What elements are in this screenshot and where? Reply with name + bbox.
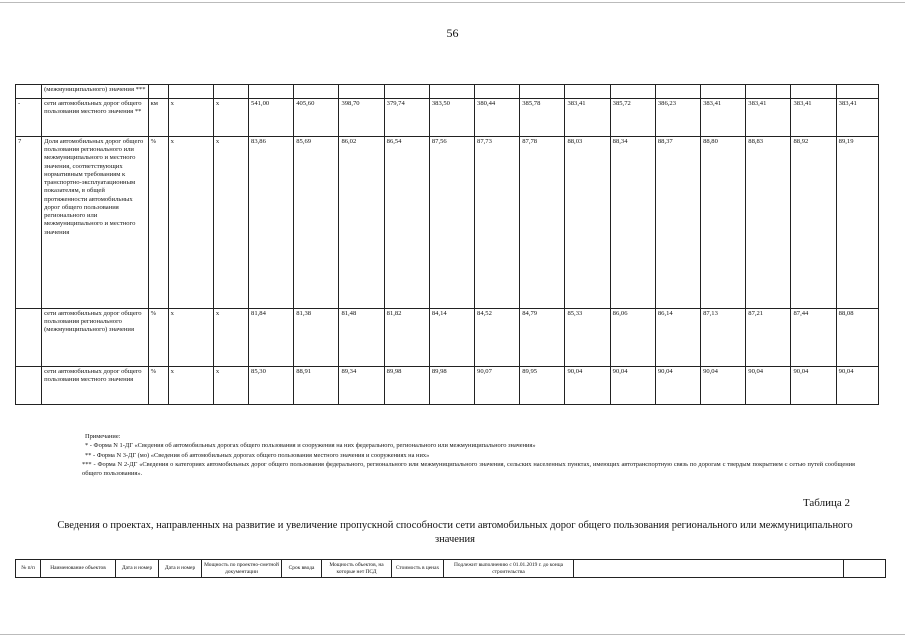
note-3: *** - Форма N 2-ДГ «Сведения о категориях автомобильных дорог общего пользования федерального, регионального или межмуниципального значения, сельских населенных пунктах, имеющих автотранспортную связь по дорогам с твердым покрытием с сетью путей сообщения общего пользования». <box>82 460 855 478</box>
value-cell <box>339 85 384 99</box>
value-cell: 90,04 <box>701 367 746 405</box>
indicators-table <box>15 84 879 405</box>
value-cell: х <box>168 367 213 405</box>
value-cell <box>520 85 565 99</box>
value-cell <box>475 85 520 99</box>
projects-table <box>15 559 886 578</box>
indicator-name-cell: Доля автомобильных дорог общего пользования регионального или межмуниципального и местного значения, соответствующих нормативным требованиям к транспортно-эксплуатационным показателям, в общей протяженности автомобильных дорог общего пользования регионального или межмуниципального и местного значения <box>42 137 148 309</box>
value-cell <box>384 85 429 99</box>
value-cell <box>249 85 294 99</box>
value-cell <box>701 85 746 99</box>
value-cell: 383,41 <box>746 99 791 137</box>
value-cell: 85,33 <box>565 309 610 367</box>
value-cell: 88,37 <box>655 137 700 309</box>
row-number-cell: - <box>16 99 42 137</box>
note-2: ** - Форма N 3-ДГ (мо) «Сведения об автомобильных дорогах общего пользования местного значения и сооружениях на них» <box>85 451 430 459</box>
notes-block <box>82 432 855 478</box>
table-row <box>16 85 879 99</box>
value-cell: 84,14 <box>429 309 474 367</box>
value-cell: 88,03 <box>565 137 610 309</box>
value-cell: 385,78 <box>520 99 565 137</box>
value-cell: 383,41 <box>836 99 878 137</box>
value-cell: 90,04 <box>791 367 836 405</box>
value-cell: 89,19 <box>836 137 878 309</box>
value-cell <box>836 85 878 99</box>
value-cell <box>213 85 248 99</box>
header-cell: № п/п <box>16 560 41 578</box>
value-cell: 85,30 <box>249 367 294 405</box>
header-cell: Дата и номер <box>159 560 202 578</box>
value-cell: 89,98 <box>429 367 474 405</box>
value-cell: 90,04 <box>610 367 655 405</box>
value-cell <box>294 85 339 99</box>
value-cell <box>429 85 474 99</box>
value-cell: 380,44 <box>475 99 520 137</box>
value-cell: х <box>213 309 248 367</box>
value-cell: 81,82 <box>384 309 429 367</box>
table-row <box>16 99 879 137</box>
value-cell: 379,74 <box>384 99 429 137</box>
value-cell: 405,60 <box>294 99 339 137</box>
value-cell: 88,80 <box>701 137 746 309</box>
header-cell <box>574 560 844 578</box>
value-cell: х <box>213 99 248 137</box>
value-cell: 90,04 <box>836 367 878 405</box>
value-cell <box>610 85 655 99</box>
unit-cell: км <box>148 99 168 137</box>
header-cell: Подлежит выполнению с 01.01.2019 г. до конца строительства <box>444 560 574 578</box>
value-cell: 383,41 <box>791 99 836 137</box>
value-cell: 89,34 <box>339 367 384 405</box>
value-cell: х <box>213 137 248 309</box>
value-cell: 86,14 <box>655 309 700 367</box>
value-cell <box>168 85 213 99</box>
note-1: * - Форма N 1-ДГ «Сведения об автомобильных дорогах общего пользования и сооружения на них федерального, регионального или межмуниципального значения» <box>85 442 536 450</box>
value-cell: 383,50 <box>429 99 474 137</box>
value-cell: 541,00 <box>249 99 294 137</box>
row-number-cell: 7 <box>16 137 42 309</box>
projects-table-header-row <box>16 560 886 578</box>
value-cell: 87,56 <box>429 137 474 309</box>
value-cell: х <box>168 309 213 367</box>
header-cell: Мощность объектов, на которые нет ПСД <box>322 560 392 578</box>
value-cell: 81,84 <box>249 309 294 367</box>
indicator-name-cell: сети автомобильных дорог общего пользования местного значения <box>42 367 148 405</box>
value-cell <box>791 85 836 99</box>
page-number: 56 <box>446 26 459 40</box>
unit-cell: % <box>148 367 168 405</box>
value-cell: 87,78 <box>520 137 565 309</box>
value-cell: 87,21 <box>746 309 791 367</box>
value-cell: 88,34 <box>610 137 655 309</box>
scan-edge-top <box>0 2 905 3</box>
header-cell <box>844 560 886 578</box>
value-cell <box>655 85 700 99</box>
value-cell: 398,70 <box>339 99 384 137</box>
value-cell: 83,86 <box>249 137 294 309</box>
unit-cell: % <box>148 309 168 367</box>
unit-cell <box>148 85 168 99</box>
value-cell <box>746 85 791 99</box>
value-cell: 88,83 <box>746 137 791 309</box>
value-cell: 86,06 <box>610 309 655 367</box>
unit-cell: % <box>148 137 168 309</box>
value-cell: 85,69 <box>294 137 339 309</box>
value-cell: х <box>213 367 248 405</box>
value-cell: 88,08 <box>836 309 878 367</box>
value-cell: 88,91 <box>294 367 339 405</box>
table-row <box>16 367 879 405</box>
value-cell: 385,72 <box>610 99 655 137</box>
indicator-name-cell: сети автомобильных дорог общего пользования регионального (межмуниципального) значения <box>42 309 148 367</box>
value-cell: х <box>168 99 213 137</box>
value-cell: 87,44 <box>791 309 836 367</box>
value-cell: 86,54 <box>384 137 429 309</box>
notes-heading: Примечание: <box>85 433 121 440</box>
value-cell: 89,95 <box>520 367 565 405</box>
value-cell: 90,04 <box>565 367 610 405</box>
value-cell: 90,04 <box>746 367 791 405</box>
value-cell: 81,38 <box>294 309 339 367</box>
header-cell: Стоимость в ценах <box>392 560 444 578</box>
value-cell: 87,13 <box>701 309 746 367</box>
value-cell: 90,07 <box>475 367 520 405</box>
table-row <box>16 137 879 309</box>
scan-edge-bottom <box>0 634 905 635</box>
header-cell: Дата и номер <box>116 560 159 578</box>
value-cell: 88,92 <box>791 137 836 309</box>
value-cell <box>565 85 610 99</box>
header-cell: Мощность по проектно-сметной документации <box>202 560 282 578</box>
value-cell: 87,73 <box>475 137 520 309</box>
value-cell: 81,48 <box>339 309 384 367</box>
row-number-cell <box>16 367 42 405</box>
table2-label: Таблица 2 <box>802 497 850 509</box>
indicator-name-cell: (межмуниципального) значения *** <box>42 85 148 99</box>
value-cell: 84,79 <box>520 309 565 367</box>
table-row <box>16 309 879 367</box>
header-cell: Срок ввода <box>282 560 322 578</box>
value-cell: х <box>168 137 213 309</box>
value-cell: 383,41 <box>565 99 610 137</box>
value-cell: 84,52 <box>475 309 520 367</box>
value-cell: 86,02 <box>339 137 384 309</box>
value-cell: 90,04 <box>655 367 700 405</box>
row-number-cell <box>16 309 42 367</box>
table2-title: Сведения о проектах, направленных на развитие и увеличение пропускной способности сети автомобильных дорог общего пользования регионального или межмуниципального значения <box>57 520 853 545</box>
value-cell: 383,41 <box>701 99 746 137</box>
header-cell: Наименование объектов <box>41 560 116 578</box>
row-number-cell <box>16 85 42 99</box>
value-cell: 386,23 <box>655 99 700 137</box>
indicator-name-cell: сети автомобильных дорог общего пользования местного значения ** <box>42 99 148 137</box>
value-cell: 89,98 <box>384 367 429 405</box>
